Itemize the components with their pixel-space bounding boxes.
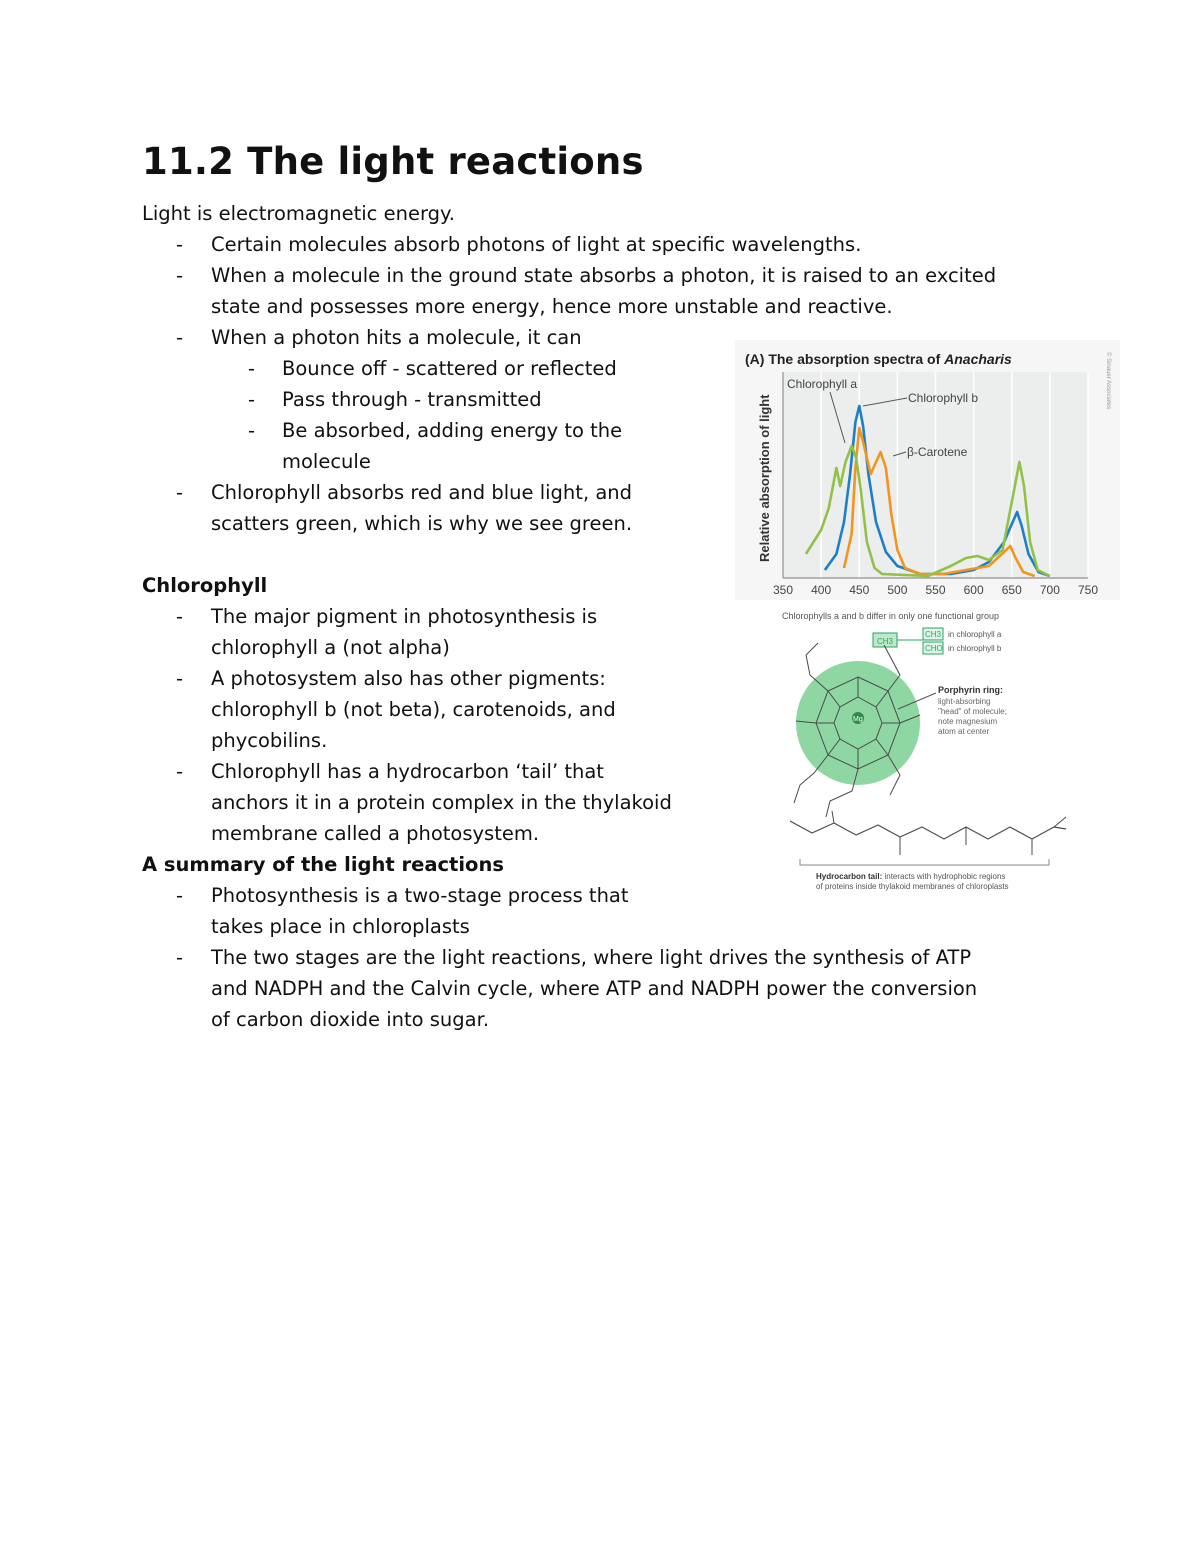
bullet-marker: -	[176, 667, 184, 690]
bullet-text: of carbon dioxide into sugar.	[211, 1008, 490, 1031]
cho-box-text: CHO	[925, 644, 943, 653]
bullet-text: The two stages are the light reactions, where light drives the synthesis of ATP	[211, 946, 972, 969]
bullet-marker: -	[176, 884, 184, 907]
x-tick-label: 550	[925, 583, 946, 597]
bullet-marker: -	[176, 326, 184, 349]
legend-chlorophyll-b: Chlorophyll b	[908, 391, 979, 405]
sub-bullet-text: Be absorbed, adding energy to the	[282, 419, 623, 442]
x-tick-label: 750	[1077, 583, 1099, 597]
legend-chlorophyll-a: Chlorophyll a	[787, 377, 858, 391]
bullet-text: state and possesses more energy, hence more unstable and reactive.	[211, 295, 893, 318]
x-tick-label: 600	[963, 583, 984, 597]
bullet-text: anchors it in a protein complex in the thylakoid	[211, 791, 672, 814]
bullet-text: chlorophyll a (not alpha)	[211, 636, 450, 659]
x-tick-label: 450	[849, 583, 870, 597]
ring-desc: light-absorbing	[938, 697, 991, 706]
bullet-text: Chlorophyll has a hydrocarbon ‘tail’ that	[211, 760, 604, 783]
bullet-marker: -	[176, 946, 184, 969]
tail-caption: Hydrocarbon tail: interacts with hydrophobic regions	[816, 872, 1006, 881]
bullet-marker: -	[176, 233, 184, 256]
bullet-marker: -	[176, 264, 184, 287]
x-tick-label: 350	[772, 583, 794, 597]
sub-bullet-text: Bounce off - scattered or reflected	[282, 357, 617, 380]
chlorophyll-molecule-diagram	[760, 605, 1090, 897]
tail-caption-line2: of proteins inside thylakoid membranes of chloroplasts	[816, 882, 1009, 891]
ring-title: Porphyrin ring:	[938, 685, 1003, 695]
cho-desc: in chlorophyll b	[948, 644, 1002, 653]
bullet-marker: -	[176, 760, 184, 783]
bullet-text: When a photon hits a molecule, it can	[211, 326, 582, 349]
chart-title: (A) The absorption spectra of Anacharis	[745, 351, 1012, 367]
sub-bullet-marker: -	[248, 357, 256, 380]
x-tick-label: 650	[1001, 583, 1022, 597]
ring-desc: note magnesium	[938, 717, 998, 726]
absorption-spectrum-chart	[735, 340, 1120, 600]
bullet-text: phycobilins.	[211, 729, 328, 752]
bullet-text: Photosynthesis is a two-stage process that	[211, 884, 629, 907]
x-tick-label: 700	[1039, 583, 1060, 597]
sub-bullet-marker: -	[248, 419, 256, 442]
mg-label: Mg	[853, 716, 863, 723]
chlorophyll-heading: Chlorophyll	[142, 574, 268, 597]
ch3-box-text: CH3	[925, 630, 942, 639]
sub-bullet-text: molecule	[282, 450, 371, 473]
ring-desc: atom at center	[938, 727, 990, 736]
bullet-marker: -	[176, 481, 184, 504]
bullet-text: Chlorophyll absorbs red and blue light, and	[211, 481, 633, 504]
ring-desc: "head" of molecule;	[938, 707, 1007, 716]
bullet-text: scatters green, which is why we see green.	[211, 512, 633, 535]
sub-bullet-text: Pass through - transmitted	[282, 388, 542, 411]
bullet-text: chlorophyll b (not beta), carotenoids, and	[211, 698, 616, 721]
y-axis-label: Relative absorption of light	[757, 394, 772, 562]
molecule-caption: Chlorophylls a and b differ in only one functional group	[782, 611, 999, 621]
x-tick-label: 500	[887, 583, 908, 597]
bullet-text: membrane called a photosystem.	[211, 822, 540, 845]
bullet-text: When a molecule in the ground state absorbs a photon, it is raised to an excited	[211, 264, 997, 287]
bullet-text: A photosystem also has other pigments:	[211, 667, 606, 690]
legend-beta-carotene: β-Carotene	[907, 445, 968, 459]
bullet-text: The major pigment in photosynthesis is	[211, 605, 598, 628]
bullet-marker: -	[176, 605, 184, 628]
page-title: 11.2 The light reactions	[142, 140, 644, 183]
bullet-text: and NADPH and the Calvin cycle, where ATP and NADPH power the conversion	[211, 977, 978, 1000]
x-tick-label: 400	[811, 583, 832, 597]
bullet-text: Certain molecules absorb photons of light at specific wavelengths.	[211, 233, 862, 256]
intro-text: Light is electromagnetic energy.	[142, 202, 455, 225]
ch3-desc: in chlorophyll a	[948, 630, 1002, 639]
ch3-label: CH3	[877, 637, 894, 646]
summary-heading: A summary of the light reactions	[142, 853, 504, 876]
copyright-watermark: © Sinauer Associates	[1105, 352, 1111, 410]
sub-bullet-marker: -	[248, 388, 256, 411]
bullet-text: takes place in chloroplasts	[211, 915, 470, 938]
